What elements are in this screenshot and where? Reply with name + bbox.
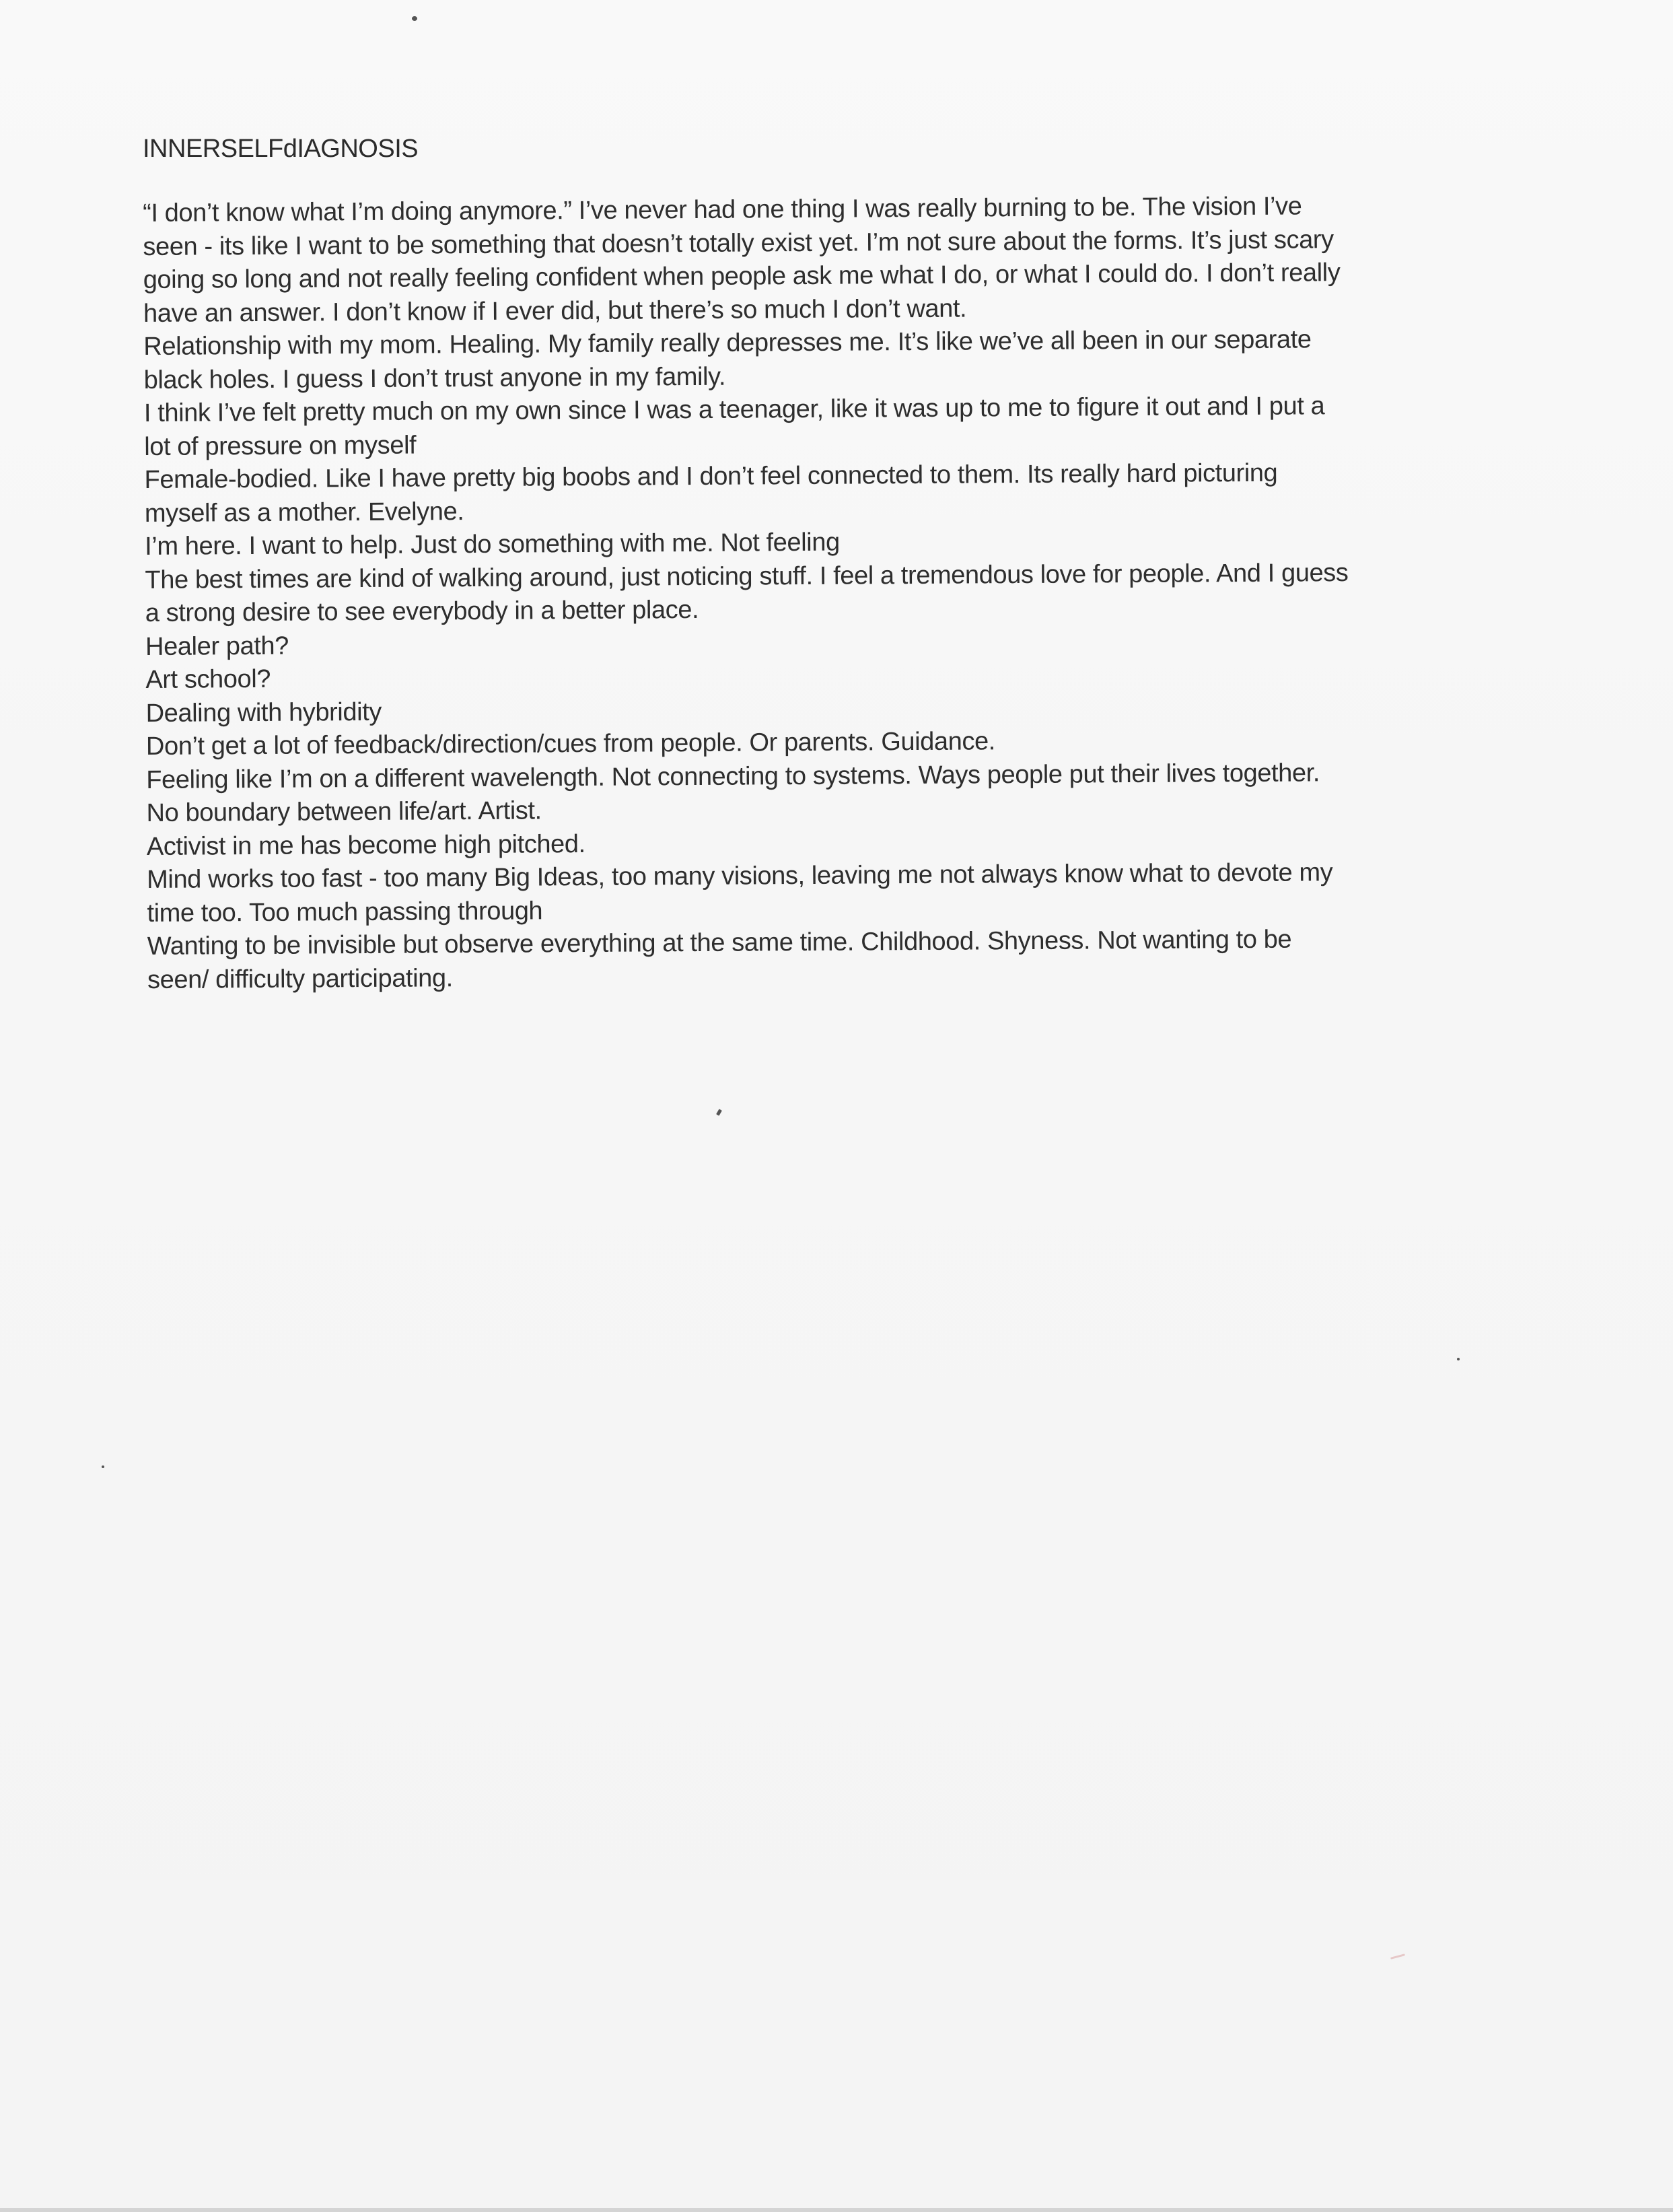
- body-line: Don’t get a lot of feedback/direction/cues from people. Or parents. Guidance.: [145, 727, 996, 761]
- body-line: “I don’t know what I’m doing anymore.” I’ve never had one thing I was really burning to be. The vision I’ve: [143, 192, 1302, 228]
- body-line: seen/ difficulty participating.: [147, 963, 453, 994]
- page-bottom-edge: [0, 2208, 1673, 2212]
- body-line: Activist in me has become high pitched.: [146, 829, 585, 861]
- body-line: Art school?: [145, 664, 271, 694]
- document-body: [143, 188, 1581, 997]
- body-line: I’m here. I want to help. Just do something with me. Not feeling: [145, 528, 840, 561]
- body-line: Feeling like I’m on a different wavelength. Not connecting to systems. Ways people put their lives together.: [146, 758, 1320, 794]
- scan-speck: [1457, 1358, 1460, 1360]
- body-line: black holes. I guess I don’t trust anyone in my family.: [143, 362, 726, 394]
- body-line: I think I’ve felt pretty much on my own since I was a teenager, like it was up to me to figure it out and I put a: [143, 392, 1325, 427]
- body-line: Wanting to be invisible but observe everything at the same time. Childhood. Shyness. Not wanting to be: [147, 925, 1292, 961]
- body-line: time too. Too much passing through: [147, 896, 543, 928]
- body-line: Mind works too fast - too many Big Ideas, too many visions, leaving me not always know what to devote my: [147, 858, 1333, 894]
- body-line: Healer path?: [145, 631, 289, 661]
- body-line: No boundary between life/art. Artist.: [146, 796, 542, 827]
- body-line: myself as a mother. Evelyne.: [144, 497, 464, 528]
- body-line: The best times are kind of walking around, just noticing stuff. I feel a tremendous love for people. And I guess: [145, 558, 1349, 594]
- scan-speck: [1390, 1954, 1405, 1960]
- body-line: going so long and not really feeling confident when people ask me what I do, or what I could do. I don’t really: [143, 258, 1341, 294]
- body-line: Relationship with my mom. Healing. My family really depresses me. It’s like we’ve all been in our separate: [143, 325, 1312, 361]
- body-line: Dealing with hybridity: [145, 697, 382, 728]
- body-line: a strong desire to see everybody in a better place.: [145, 595, 699, 627]
- scan-speck: [716, 1109, 722, 1115]
- body-line: have an answer. I don’t know if I ever did, but there’s so much I don’t want.: [143, 294, 967, 328]
- scan-speck: [102, 1465, 104, 1468]
- body-line: Female-bodied. Like I have pretty big boobs and I don’t feel connected to them. Its really hard picturing: [144, 458, 1278, 494]
- body-line: lot of pressure on myself: [144, 431, 417, 461]
- scan-speck: [412, 16, 417, 21]
- body-line: seen - its like I want to be something that doesn’t totally exist yet. I’m not sure about the forms. It’s just scary: [143, 225, 1334, 261]
- document-title: INNERSELFdIAGNOSIS: [143, 135, 419, 163]
